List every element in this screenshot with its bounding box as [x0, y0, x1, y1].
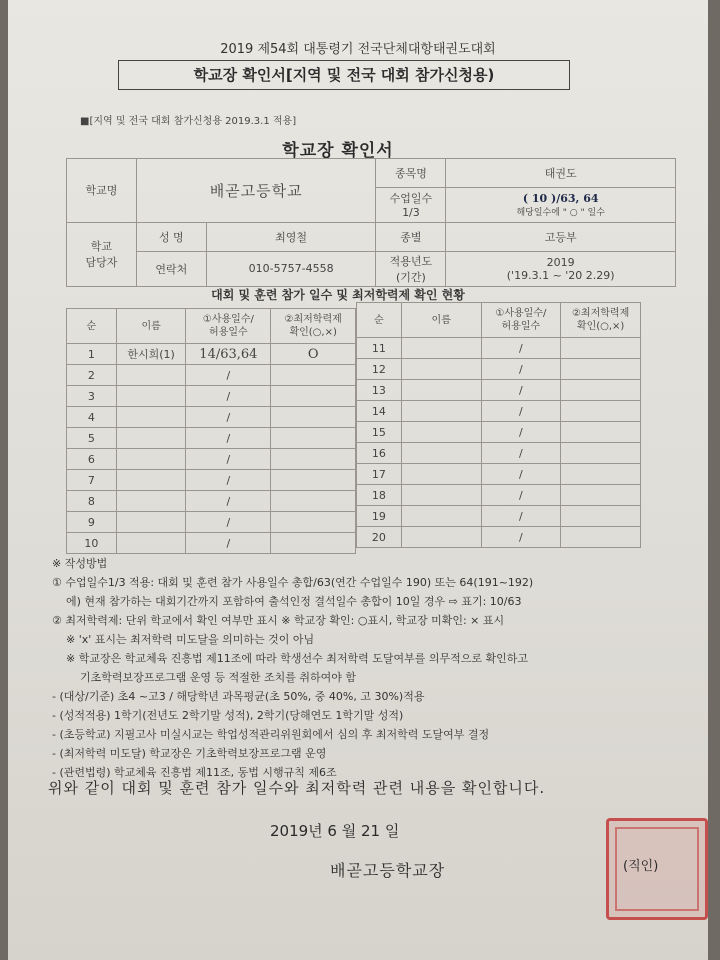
table-row — [67, 449, 356, 470]
table-header-row — [357, 303, 641, 338]
row-days: / — [481, 485, 561, 506]
row-name — [116, 470, 186, 491]
header-min — [271, 309, 356, 344]
header-no: 순 — [357, 303, 402, 338]
seal-label: (직인) — [623, 859, 659, 874]
participants-table-left — [66, 308, 356, 554]
form-title: 학교장 확인서 — [282, 141, 394, 161]
table-row — [357, 359, 641, 380]
name-label: 성 명 — [136, 222, 206, 251]
table-row — [357, 380, 641, 401]
row-min-check — [561, 359, 641, 380]
table-row — [357, 338, 641, 359]
row-days: / — [186, 428, 271, 449]
row-min-check — [561, 527, 641, 548]
confirmation-date: 2019년 6 월 21 일 — [270, 822, 400, 840]
row-min-check — [271, 365, 356, 386]
instruction-line: 기초학력보장프로그램 운영 등 적절한 조치를 취하여야 함 — [52, 671, 356, 684]
instruction-line: - (성적적용) 1학기(전년도 2학기말 성적), 2학기(당해연도 1학기말 성적) — [52, 709, 404, 722]
header-no: 순 — [67, 309, 117, 344]
writing-instructions — [52, 554, 692, 782]
row-number: 2 — [67, 365, 117, 386]
category-label: 종별 — [376, 222, 446, 251]
attendance-label-line2: 1/3 — [402, 206, 420, 219]
row-min-check — [561, 422, 641, 443]
row-min-check — [561, 506, 641, 527]
row-days: / — [481, 380, 561, 401]
row-number: 12 — [357, 359, 402, 380]
period-year: 2019 — [546, 255, 575, 269]
row-number: 17 — [357, 464, 402, 485]
table-row — [67, 407, 356, 428]
row-days: / — [186, 449, 271, 470]
row-number: 8 — [67, 491, 117, 512]
form-note: ■[지역 및 전국 대회 참가신청용 2019.3.1 적용] — [80, 116, 297, 127]
instruction-line: ※ 학교장은 학교체육 진흥법 제11조에 따라 학생선수 최저학력 도달여부를 의무적으로 확인하고 — [52, 652, 528, 665]
table-row — [67, 344, 356, 365]
row-min-check — [561, 485, 641, 506]
instruction-line: - (최저학력 미도달) 학교장은 기초학력보장프로그램 운영 — [52, 747, 327, 760]
row-min-check — [561, 380, 641, 401]
row-number: 20 — [357, 527, 402, 548]
row-number: 7 — [67, 470, 117, 491]
instruction-line: 에) 현재 참가하는 대회기간까지 포함하여 출석인정 결석일수 총합이 10일 경우 ⇨ 표기: 10/63 — [52, 595, 522, 608]
header-name: 이름 — [401, 303, 481, 338]
row-min-check — [271, 428, 356, 449]
row-min-check — [271, 386, 356, 407]
table-row — [67, 428, 356, 449]
row-name — [401, 443, 481, 464]
header-days-line1: ①사용일수/ — [202, 314, 254, 325]
table-row — [357, 527, 641, 548]
row-name — [116, 365, 186, 386]
header-min-line2: 확인(○,×) — [576, 321, 625, 332]
principal-signature-line: 배곧고등학교장 — [330, 861, 446, 880]
manager-label-line2: 담당자 — [85, 256, 118, 269]
name-value: 최영철 — [206, 222, 376, 251]
table-row — [357, 401, 641, 422]
row-number: 4 — [67, 407, 117, 428]
attendance-note: 해당일수에 " ○ " 일수 — [516, 207, 605, 218]
row-min-check — [271, 512, 356, 533]
row-days: / — [186, 407, 271, 428]
period-range: ('19.3.1 ~ '20 2.29) — [506, 268, 615, 282]
row-min-check — [271, 491, 356, 512]
row-name — [116, 386, 186, 407]
school-label: 학교명 — [67, 158, 137, 222]
row-number: 11 — [357, 338, 402, 359]
row-days: / — [481, 443, 561, 464]
event-value: 태권도 — [446, 158, 676, 187]
header-days — [481, 303, 561, 338]
header-min-line2: 확인(○,×) — [289, 327, 337, 338]
attendance-value: ( 10 )/63, 64 — [522, 191, 599, 205]
participants-left-body — [67, 344, 356, 554]
table-row — [357, 443, 641, 464]
instruction-line: ※ 'x' 표시는 최저학력 미도달을 의미하는 것이 아님 — [52, 633, 315, 646]
row-min-check — [561, 401, 641, 422]
row-days: / — [481, 506, 561, 527]
attendance-value-cell — [446, 187, 676, 222]
row-days: / — [186, 470, 271, 491]
row-name — [401, 506, 481, 527]
row-min-check — [561, 464, 641, 485]
contact-value: 010-5757-4558 — [206, 251, 376, 286]
row-number: 16 — [357, 443, 402, 464]
period-label — [376, 251, 446, 286]
manager-label-line1: 학교 — [90, 240, 113, 253]
attendance-label — [376, 187, 446, 222]
table-row — [67, 470, 356, 491]
form-boxed-title: 학교장 확인서[지역 및 전국 대회 참가신청용) — [118, 60, 570, 90]
row-name — [116, 449, 186, 470]
row-name — [401, 485, 481, 506]
table-row — [357, 422, 641, 443]
row-days: / — [481, 338, 561, 359]
row-days: / — [186, 365, 271, 386]
row-number: 14 — [357, 401, 402, 422]
table-header-row — [67, 309, 356, 344]
header-days — [186, 309, 271, 344]
row-name — [401, 359, 481, 380]
row-number: 3 — [67, 386, 117, 407]
contact-label: 연락처 — [136, 251, 206, 286]
row-days: / — [186, 533, 271, 554]
instruction-line: ※ 작성방법 — [52, 557, 108, 570]
row-name — [401, 464, 481, 485]
instruction-line: - (관련법령) 학교체육 진흥법 제11조, 동법 시행규칙 제6조 — [52, 766, 337, 779]
table-row — [67, 512, 356, 533]
header-min — [561, 303, 641, 338]
row-days: / — [481, 422, 561, 443]
row-name — [116, 533, 186, 554]
period-label-line1: 적용년도 — [389, 254, 433, 268]
table-row — [67, 365, 356, 386]
instruction-line: - (대상/기준) 초4 ~고3 / 해당학년 과목평균(초 50%, 중 40%, 고 30%)적용 — [52, 690, 425, 703]
header-days-line2: 허용일수 — [501, 321, 541, 332]
row-name — [116, 407, 186, 428]
row-name — [116, 491, 186, 512]
table-row — [67, 491, 356, 512]
event-title: 2019 제54회 대통령기 전국단체대항태권도대회 — [220, 42, 496, 57]
row-number: 5 — [67, 428, 117, 449]
row-name — [401, 527, 481, 548]
table-row — [357, 485, 641, 506]
row-min-check — [271, 449, 356, 470]
row-number: 13 — [357, 380, 402, 401]
row-min-check — [271, 470, 356, 491]
school-name: 배곧고등학교 — [136, 158, 376, 222]
period-label-line2: (기간) — [395, 270, 426, 284]
row-days: / — [481, 401, 561, 422]
table-row — [67, 533, 356, 554]
row-number: 18 — [357, 485, 402, 506]
row-min-check — [271, 533, 356, 554]
period-value-cell — [446, 251, 676, 286]
event-label: 종목명 — [376, 158, 446, 187]
row-days: / — [186, 491, 271, 512]
row-number: 10 — [67, 533, 117, 554]
header-name: 이름 — [116, 309, 186, 344]
row-days: / — [186, 512, 271, 533]
category-value: 고등부 — [446, 222, 676, 251]
row-number: 15 — [357, 422, 402, 443]
participants-right-body — [357, 338, 641, 548]
row-name — [116, 428, 186, 449]
row-days: / — [186, 386, 271, 407]
row-name — [401, 401, 481, 422]
row-days: / — [481, 359, 561, 380]
row-number: 6 — [67, 449, 117, 470]
row-min-check — [271, 407, 356, 428]
row-name — [401, 338, 481, 359]
header-min-line1: ②최저학력제 — [284, 314, 342, 325]
row-name: 한시희(1) — [116, 344, 186, 365]
header-days-line2: 허용일수 — [209, 327, 248, 338]
header-days-line1: ①사용일수/ — [495, 308, 547, 319]
row-number: 9 — [67, 512, 117, 533]
school-info-table — [66, 158, 676, 287]
instruction-line: - (초등학교) 지필고사 미실시교는 학업성적관리위원회에서 심의 후 최저학력 도달여부 결정 — [52, 728, 490, 741]
instruction-line: ② 최저학력제: 단위 학교에서 확인 여부만 표시 ※ 학교장 확인: ○표시, 학교장 미확인: × 표시 — [52, 614, 505, 627]
table-row — [357, 506, 641, 527]
row-name — [401, 380, 481, 401]
row-number: 1 — [67, 344, 117, 365]
row-name — [401, 422, 481, 443]
status-title: 대회 및 훈련 참가 일수 및 최저학력제 확인 현황 — [211, 288, 465, 302]
row-name — [116, 512, 186, 533]
document-sheet — [8, 0, 708, 960]
attendance-label-line1: 수업일수 — [389, 192, 433, 205]
row-days: / — [481, 527, 561, 548]
table-row — [67, 386, 356, 407]
instruction-line: ① 수업일수1/3 적용: 대회 및 훈련 참가 사용일수 총합/63(연간 수업일수 190) 또는 64(191~192) — [52, 576, 534, 589]
row-min-check: O — [271, 344, 356, 365]
table-row — [357, 464, 641, 485]
participants-table-right — [356, 302, 641, 548]
header-min-line1: ②최저학력제 — [571, 308, 630, 319]
row-number: 19 — [357, 506, 402, 527]
manager-label — [67, 222, 137, 286]
row-min-check — [561, 338, 641, 359]
confirmation-statement: 위와 같이 대회 및 훈련 참가 일수와 최저학력 관련 내용을 확인합니다. — [48, 779, 546, 797]
row-days: / — [481, 464, 561, 485]
row-days: 14/63,64 — [186, 344, 271, 365]
row-min-check — [561, 443, 641, 464]
